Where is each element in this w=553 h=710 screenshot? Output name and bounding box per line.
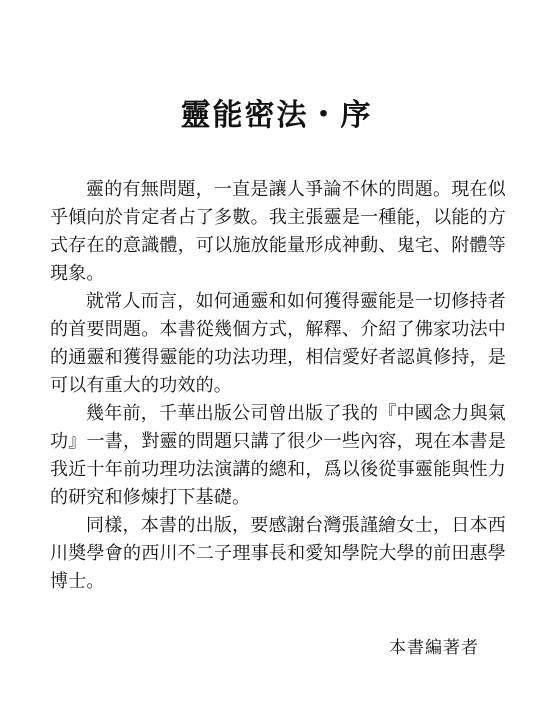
preface-title: 靈能密法・序 (180, 98, 373, 133)
preface-body (50, 176, 506, 596)
author-signature: 本書編著者 (389, 638, 479, 658)
paragraph-2: 就常人而言，如何通靈和如何獲得靈能是一切修持者的首要問題。本書從幾個方式，解釋、介紹了佛家功法中的通靈和獲得靈能的功法功理，相信愛好者認眞修持，是可以有重大的功效的。 (50, 291, 506, 396)
paragraph-4: 同樣，本書的出版，要感謝台灣張謹繪女士，日本西川奬學會的西川不二子理事長和愛知學院大學的前田惠學博士。 (50, 515, 506, 592)
paragraph-1: 靈的有無問題，一直是讓人爭論不休的問題。現在似乎傾向於肯定者占了多數。我主張靈是一種能，以能的方式存在的意識體，可以施放能量形成神動、鬼宅、附體等現象。 (50, 179, 506, 284)
paragraph-3: 幾年前，千華出版公司曾出版了我的『中國念力與氣功』一書，對靈的問題只講了很少一些內容，現在本書是我近十年前功理功法演講的總和，爲以後從事靈能與性力的研究和修煉打下基礎。 (50, 403, 506, 508)
